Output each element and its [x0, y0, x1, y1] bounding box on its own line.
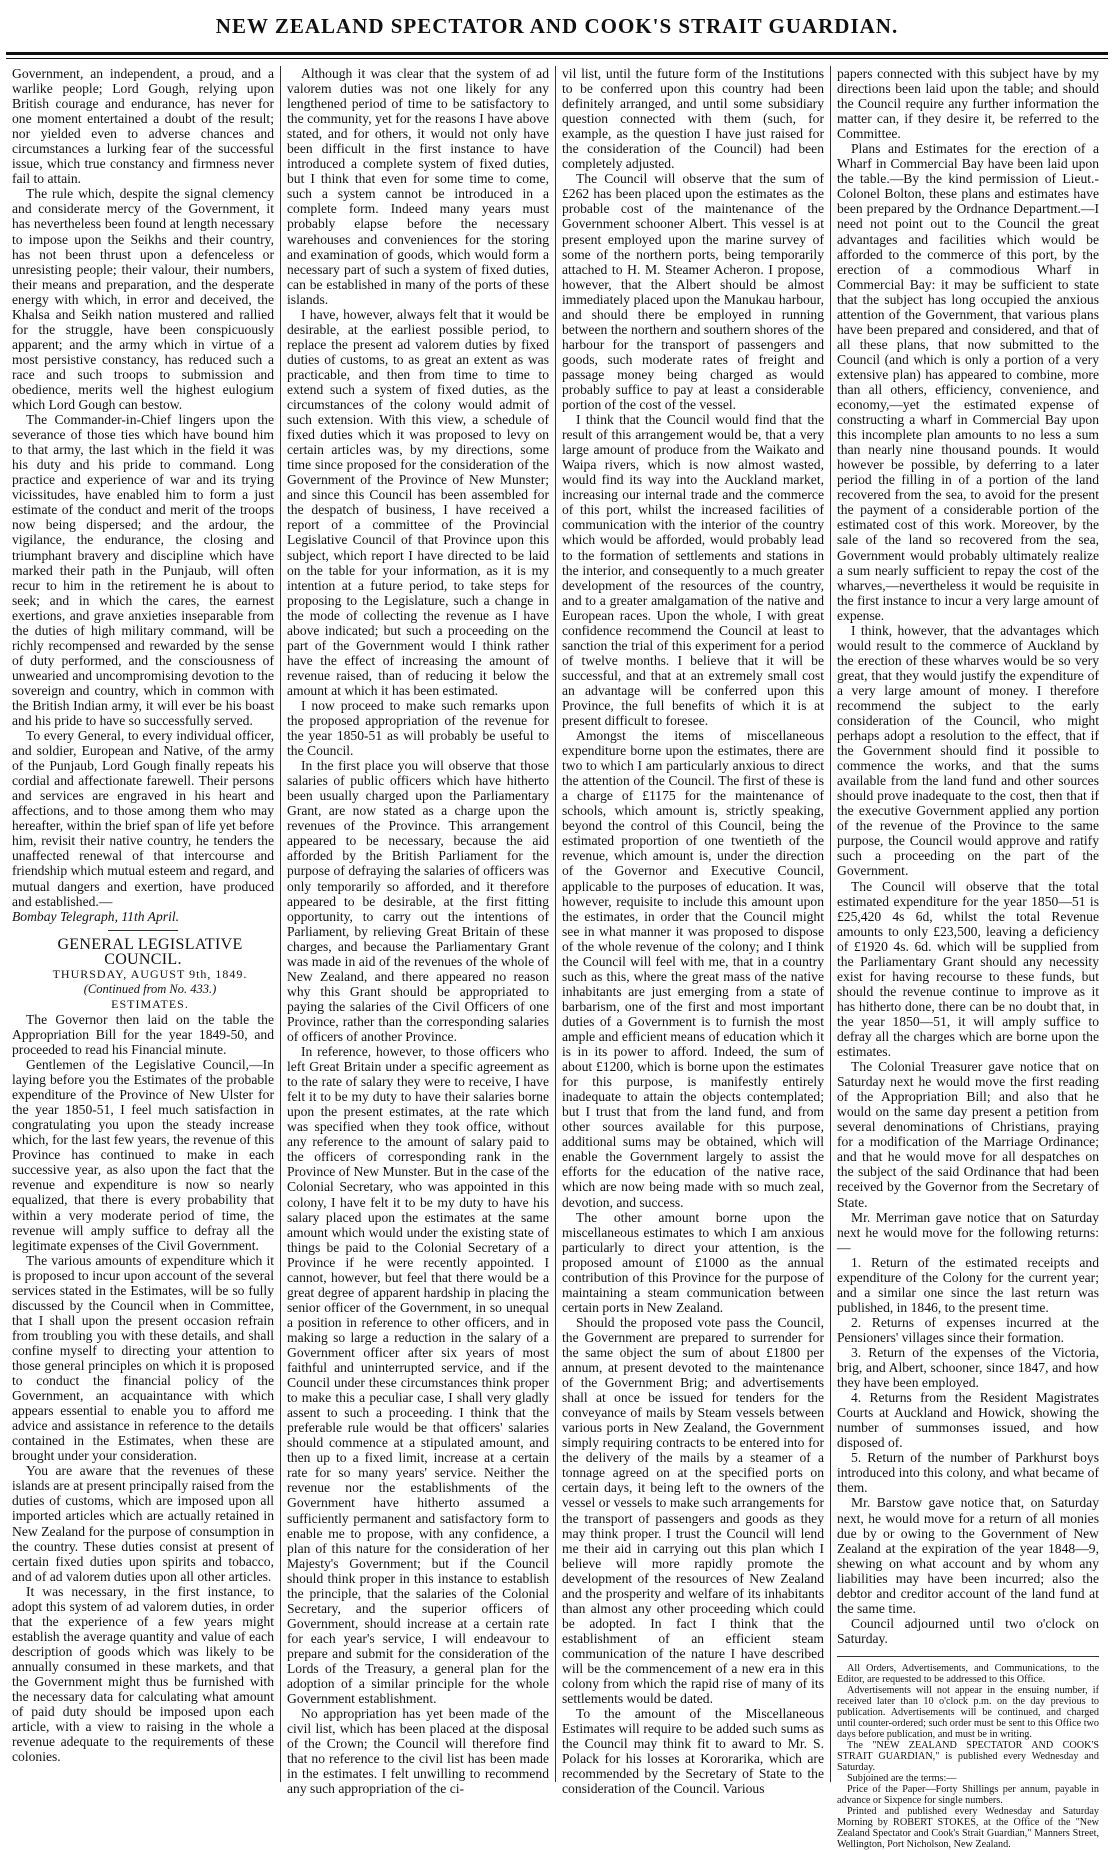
colophon	[837, 1663, 1099, 1850]
subsection-heading: ESTIMATES.	[111, 996, 189, 1011]
paragraph: Mr. Barstow gave notice that, on Saturday next, he would move for a return of all monies due by or owing to the Government of New Zealand at the expiration of the year 1848—9, shewing on what account and by whom any liabilities may have been incurred; also the debtor and creditor account of the land fund at the same time.	[837, 1495, 1099, 1616]
paragraph: The various amounts of expenditure which it is proposed to incur upon account of the several services stated in the Estimates, will be so fully discussed by the Council when in Committee, that I shall upon the present occasion refrain from troubling you with these details, and shall confine myself to directing your attention to those general principles on which it is proposed to conduct the financial policy of the Government, an acquaintance with which appears essential to enable you to afford me advice and assistance in reference to the details contained in the Estimates, when these are brought under your consideration.	[12, 1252, 274, 1464]
colophon-line: Subjoined are the terms:—	[847, 1772, 957, 1784]
paragraph: I think that the Council would find that the result of this arrangement would be, that a very large amount of produce from the Waikato and Waipa rivers, which is now almost wasted, would find its way into the Auckland market, increasing our internal trade and the commerce of this port, whilst the increased facilities of communication with the interior of the country which would be afforded, would probably lead to the formation of settlements and stations in the interior, and consequently to a much greater development of the resources of the country, and to a greater amalgamation of the native and European races. Upon the whole, I with great confidence recommend the Council at least to sanction the trial of this experiment for a period of twelve months. I believe that it will be successful, and that at an extremely small cost an advantage will be conferred upon this Province, the full benefits of which it is at present difficult to foresee.	[562, 412, 824, 729]
paragraph: papers connected with this subject have by my directions been laid upon the table; and should the Council require any further information the matter can, if they desire it, be referred to the Committee.	[837, 66, 1099, 142]
continued-note: (Continued from No. 433.)	[83, 981, 217, 996]
paragraph: In the first place you will observe that those salaries of public officers which have hitherto been usually charged upon the Parliamentary Grant, are now stated as a charge upon the revenues of the Province. This arrangement appeared to be necessary, because the aid afforded by the British Parliament for the purpose of defraying the salaries of officers was only temporarily so afforded, and it therefore appeared to be desirable, at the first fitting opportunity, to carry out the intentions of Parliament, by relieving Great Britain of these charges, and because the Parliamentary Grant was made in aid of the revenues of the whole of New Zealand, and there appeared no reason why this Grant should be appropriated to paying the salaries of the Civil Officers of one Province, rather than the corresponding salaries of officers of another Province.	[287, 758, 549, 1044]
paragraph: vil list, until the future form of the Institutions to be conferred upon this country had been definitely arranged, and until some subsidiary question connected with them (such, for example, as the question I have just raised for the consideration of the Council) had been completely adjusted.	[562, 66, 824, 172]
section-title: GENERAL LEGISLATIVE COUNCIL.	[57, 935, 243, 968]
article-source: Bombay Telegraph, 11th April.	[12, 908, 180, 924]
paragraph: The rule which, despite the signal clemency and considerate mercy of the Government, it has nevertheless been found at length necessary to impose upon the Seikhs and their country, has not been thrust upon a defenceless or unresisting people; their valour, their numbers, their means and preparation, and the desperate energy with which, in error and deceived, the Khalsa and Seikh nation mustered and rallied for the struggle, have been conspicuously apparent; and the army which in virtue of a most persistive constancy, has reduced such a race and such troops to submission and obedience, merits well the highest eulogium which Lord Gough can bestow.	[12, 186, 274, 413]
column-1	[6, 66, 280, 1782]
column-3	[555, 66, 830, 1797]
return-item: 5. Return of the number of Parkhurst boys introduced into this colony, and what became of them.	[837, 1450, 1099, 1496]
return-item: 1. Return of the estimated receipts and expenditure of the Colony for the current year; and a similar one since the last return was published, in 1846, to the present time.	[837, 1254, 1099, 1315]
paragraph: The Council will observe that the total estimated expenditure for the year 1850—51 is £25,420 4s 6d, whilst the total Revenue amounts to only £23,500, leaving a deficiency of £1920 4s. 6d. which will be supplied from the Parliamentary Grant should any necessity exist for having recourse to these funds, but should the revenue continue to improve as it has hitherto done, there can be no doubt that, in the year 1850—51, it will amply suffice to defray all the charges which are borne upon the estimates.	[837, 878, 1099, 1060]
colophon-line: The "NEW ZEALAND SPECTATOR AND COOK'S STRAIT GUARDIAN," is published every Wednesday and Saturday.	[837, 1739, 1099, 1773]
section-date: THURSDAY, AUGUST 9th, 1849.	[52, 966, 248, 981]
colophon-divider	[837, 1656, 1099, 1657]
paragraph: In reference, however, to those officers who left Great Britain under a specific agreement as to the rate of salary they were to receive, I have felt it to be my duty to have their salaries borne upon the present estimates, at the rate which was specified when they took office, without any reference to the amount of salary paid to the officers of corresponding rank in the Province of New Munster. But in the case of the Colonial Secretary, who was appointed in this colony, I have felt it to be my duty to have his salary placed upon the estimates at the same amount which would under the existing state of things be paid to the Colonial Secretary of a Province if he were recently appointed. I cannot, however, but feel that there would be a great degree of apparent hardship in placing the senior officer of the Government, in so unequal a position in reference to other officers, and in making so large a reduction in the salary of a Government officer after six years of most faithful and uninterrupted service, and if the Council under these circumstances think proper to make this a peculiar case, I shall very gladly assent to such a proceeding. I think that the preferable rule would be that officers' salaries should commence at a stipulated amount, and then up to a fixed limit, increase at a certain rate for so many years' service. Neither the revenue nor the establishments of the Government have hitherto assumed a sufficiently permanent and satisfactory form to enable me to propose, with any confidence, a plan of this nature for the consideration of her Majesty's Government; but if the Council should think proper in this instance to establish the principle, that the salaries of the Colonial Secretary, and the superior officers of Government, should increase at a certain rate for each year's service, I will endeavour to prepare and submit for the consideration of the Lords of the Treasury, a general plan for the adoption of a similar principle for the whole Government establishment.	[287, 1044, 549, 1707]
paragraph: The Governor then laid on the table the Appropriation Bill for the year 1849-50, and proceeded to read his Financial minute.	[12, 1011, 274, 1057]
paragraph: I think, however, that the advantages which would result to the commerce of Auckland by the erection of these wharves would be so very great, that they would justify the expenditure of a very large amount of money. I therefore recommend the subject to the early consideration of the Council, who might perhaps adopt a resolution to the effect, that if the Government should find it possible to commence the works, and that the sums available from the land fund and other sources should prove inadequate to the cost, then that if the executive Government applied any portion of the revenue of the Province to the same purpose, the Council would approve and ratify such a proceeding on the part of the Government.	[837, 622, 1099, 879]
paragraph: The Commander-in-Chief lingers upon the severance of those ties which have bound him to that army, the last which in the field it was his duty and his pride to command. Long practice and experience of war and its trying vicissitudes, have enabled him to form a just estimate of the conduct and merit of the troops now being dispersed; and the ardour, the vigilance, the endurance, the closing and triumphant bravery and discipline which have marked their path in the Punjaub, will often recur to him in the retirement he is about to seek; and in which the cares, the earnest exertions, and grave anxieties inseparable from the duties of high military command, will be richly recompensed and rewarded by the sense of duty performed, and the consciousness of unwearied and uncompromising devotion to the sovereign and country, which in common with the British Indian army, it will ever be his boast and his pride to have so successfully served.	[12, 412, 274, 729]
paragraph: The Colonial Treasurer gave notice that on Saturday next he would move the first reading of the Appropriation Bill; and also that he would on the same day present a petition from several denominations of Christians, praying for a modification of the Marriage Ordinance; and that he would move for all despatches on the subject of the said Ordinance that had been received by the Governor from the Secretary of State.	[837, 1059, 1099, 1210]
paragraph: The other amount borne upon the miscellaneous estimates to which I am anxious particularly to direct your attention, is the proposed amount of £1000 as the annual contribution of this Province for the purpose of maintaining a steam communication between certain ports in New Zealand.	[562, 1209, 824, 1315]
paragraph: No appropriation has yet been made of the civil list, which has been placed at the disposal of the Crown; the Council will therefore find that no reference to the civil list has been made in the estimates. I felt unwilling to recommend any such appropriation of the ci-	[287, 1706, 549, 1797]
paragraph: Council adjourned until two o'clock on Saturday.	[837, 1615, 1099, 1646]
paragraph: Mr. Merriman gave notice that on Saturday next he would move for the following returns:—	[837, 1209, 1099, 1255]
masthead-rule-thin	[6, 58, 1108, 59]
article-columns	[6, 66, 1108, 1850]
paragraph: Gentlemen of the Legislative Council,—In laying before you the Estimates of the probable expenditure of the Province of New Ulster for the year 1850-51, I feel much satisfaction in congratulating you upon the steady increase which, for the last few years, the revenue of this Province has continued to make in each successive year, as also upon the fact that the revenue and expenditure is now so nearly equalized, that there is every probability that within a very moderate period of time, the revenue will amply suffice to defray all the legitimate expenses of the Civil Government.	[12, 1057, 274, 1253]
paragraph: Although it was clear that the system of ad valorem duties was not one likely for any lengthened period of time to be satisfactory to the community, yet for the reasons I have above stated, and for others, it would not only have been difficult in the first instance to have introduced a complete system of fixed duties, but I think that even for some time to come, such a system cannot be introduced in a complete form. Indeed many years must probably elapse before the necessary warehouses and conveniences for the storing and examination of goods, which would form a necessary part of such a system of fixed duties, can be established in many of the ports of these islands.	[287, 66, 549, 307]
paragraph: To every General, to every individual officer, and soldier, European and Native, of the army of the Punjaub, Lord Gough finally repeats his cordial and affectionate farewell. Their persons and services are engraved in his heart and affections, and to those among them who may hereafter, within the brief span of life yet before him, revisit their native country, he tenders the unaffected renewal of that intercourse and friendship which mutual esteem and regard, and mutual dangers and exertion, have produced and established.—	[12, 728, 274, 909]
column-4	[830, 66, 1105, 1850]
divider	[108, 930, 178, 931]
paragraph: Amongst the items of miscellaneous expenditure borne upon the estimates, there are two to which I am particularly anxious to direct the attention of the Council. The first of these is a charge of £1175 for the maintenance of schools, which amount is, strictly speaking, beyond the control of this Council, being the estimated proportion of one twentieth of the revenue, which amount is, under the direction of the Governor and Executive Council, applicable to the purposes of education. It was, however, requisite to include this amount upon the estimates, in order that the Council might see in what manner it was proposed to dispose of the whole revenue of the colony; and I think the Council will feel with me, that in a country such as this, where the great mass of the native inhabitants are just emerging from a state of barbarism, one of the first and most important duties of a Government is to furnish the most ample and efficient means of education which it is in its power to afford. Indeed, the sum of about £1200, which is borne upon the estimates for this purpose, is manifestly entirely inadequate to attain the objects contemplated; but I trust that from the land fund, and from other sources available for this purpose, additional sums may be obtained, which will enable the Government largely to assist the efforts for the education of the native race, which are now being made with so much zeal, devotion, and success.	[562, 728, 824, 1210]
paragraph: The Council will observe that the sum of £262 has been placed upon the estimates as the probable cost of the maintenance of the Government schooner Albert. This vessel is at present employed upon the marine survey of some of the northern ports, being temporarily attached to H. M. Steamer Acheron. I propose, however, that the Albert should be almost immediately placed upon the Manukau harbour, and should there be employed in running between the northern and southern shores of the harbour for the transport of passengers and goods, such moderate rates of freight and passage money being charged as would probably suffice to pay at least a considerable portion of the cost of the vessel.	[562, 171, 824, 413]
masthead-rule-thick	[6, 52, 1108, 55]
paragraph: Should the proposed vote pass the Council, the Government are prepared to surrender for the same object the sum of about £1800 per annum, at present devoted to the maintenance of the Government Brig; and advertisements shall at once be issued for tenders for the conveyance of mails by Steam vessels between various ports in New Zealand, the Government simply requiring contracts to be entered into for the delivery of the mails by a steamer of a tonnage agreed on at the specified ports on certain days, it being left to the owners of the vessel or vessels to make such arrangements for the transport of passengers and goods as they may think proper. I trust the Council will lend me their aid in carrying out this plan which I believe will more rapidly promote the development of the resources of New Zealand and the prosperity and welfare of its inhabitants than almost any other proceeding which could be adopted. In fact I think that the establishment of an efficient steam communication of the nature I have described will be the commencement of a new era in this colony from which the rapid rise of many of its settlements would be dated.	[562, 1314, 824, 1707]
paragraph: It was necessary, in the first instance, to adopt this system of ad valorem duties, in order that the experience of a few years might establish the average quantity and value of each description of goods which was likely to be annually consumed in these markets, and that the Government might thus be furnished with the necessary data for calculating what amount of paid duty should be imposed upon each article, with a view to raising in the whole a revenue adequate to the requirements of these colonies.	[12, 1583, 274, 1765]
colophon-line: Advertisements will not appear in the ensuing number, if received later than 10 o'clock p.m. on the day previous to publication. Advertisements will be continued, and charged until counter-ordered; such order must be sent to this Office two days before publication, and must be in writing.	[837, 1684, 1099, 1740]
paragraph: Government, an independent, a proud, and a warlike people; Lord Gough, relying upon British courage and endurance, has never for one moment entertained a doubt of the result; nor yielded even to adverse chances and circumstances a lurking fear of the successful issue, which true constancy and firmness never fail to attain.	[12, 66, 274, 187]
colophon-line: Price of the Paper—Forty Shillings per annum, payable in advance or Sixpence for single numbers.	[837, 1783, 1099, 1806]
paragraph: I have, however, always felt that it would be desirable, at the earliest possible period, to replace the present ad valorem duties by fixed duties of customs, to as great an extent as was practicable, and then from time to time to extend such a system of fixed duties, as the circumstances of the colony would admit of such extension. With this view, a schedule of fixed duties which it was proposed to levy on certain articles was, by my directions, some time since proposed for the consideration of the Government of the Province of New Munster; and since this Council has been assembled for the despatch of business, I have received a report of a committee of the Provincial Legislative Council of that Province upon this subject, which report I have directed to be laid on the table for your information, as it is my intention at a future period, to take steps for proposing to the Legislature, such a change in the mode of collecting the revenue as I have above indicated; but such a proceeding on the part of the Government would I think rather have the effect of increasing the amount of revenue raised, than of reducing it below the amount at which it has been estimated.	[287, 306, 549, 698]
masthead-title: NEW ZEALAND SPECTATOR AND COOK'S STRAIT GUARDIAN.	[215, 14, 899, 38]
return-item: 4. Returns from the Resident Magistrates Courts at Auckland and Howick, showing the number of summonses issued, and how disposed of.	[837, 1390, 1099, 1451]
paragraph: Plans and Estimates for the erection of a Wharf in Commercial Bay have been laid upon the table.—By the kind permission of Lieut.-Colonel Bolton, these plans and estimates have been prepared by the Ordnance Department.—I need not point out to the Council the great advantages and facilities which would be afforded to the commerce of this port, by the erection of a commodious Wharf in Commercial Bay: it may be sufficient to state that the subject has long occupied the anxious attention of the Government, that various plans have been prepared and considered, and that of all these plans, that now submitted to the Council (and which is only a portion of a very extensive plan) has appeared to combine, more than all others, efficiency, convenience, and economy,—yet the estimated expense of constructing a wharf in Commercial Bay upon this incomplete plan amounts to no less a sum than nearly nine thousand pounds. It would however be possible, by deferring to a later period the filling in of a portion of the land recovered from the sea, to avoid for the present the payment of a considerable portion of the estimated cost of this work. Moreover, by the sale of the land so recovered from the sea, Government would probably ultimately realize a sum nearly sufficient to repay the cost of the wharves,—nevertheless it would be requisite in the first instance to incur a very large amount of expense.	[837, 141, 1099, 623]
colophon-line: Printed and published every Wednesday and Saturday Morning by ROBERT STOKES, at the Office of the "New Zealand Spectator and Cook's Strait Guardian," Manners Street, Wellington, Port Nicholson, New Zealand.	[837, 1805, 1099, 1850]
paragraph: You are aware that the revenues of these islands are at present principally raised from the duties of customs, which are imposed upon all imported articles which are actually retained in New Zealand for the purpose of consumption in the country. These duties consist at present of certain fixed duties upon spirits and tobacco, and of ad valorem duties upon all other articles.	[12, 1463, 274, 1584]
return-item: 3. Return of the expenses of the Victoria, brig, and Albert, schooner, since 1847, and how they have been employed.	[837, 1344, 1099, 1391]
paragraph: To the amount of the Miscellaneous Estimates will require to be added such sums as the Council may think fit to award to Mr. S. Polack for his losses at Kororarika, which are recommended by the Secretary of State to the consideration of the Council. Various	[562, 1706, 824, 1797]
column-2	[280, 66, 555, 1797]
return-item: 2. Returns of expenses incurred at the Pensioners' villages since their formation.	[837, 1314, 1099, 1345]
paragraph: I now proceed to make such remarks upon the proposed appropriation of the revenue for the year 1850-51 as will probably be useful to the Council.	[287, 697, 549, 759]
colophon-line: All Orders, Advertisements, and Communications, to the Editor, are requested to be addressed to this Office.	[837, 1662, 1099, 1685]
